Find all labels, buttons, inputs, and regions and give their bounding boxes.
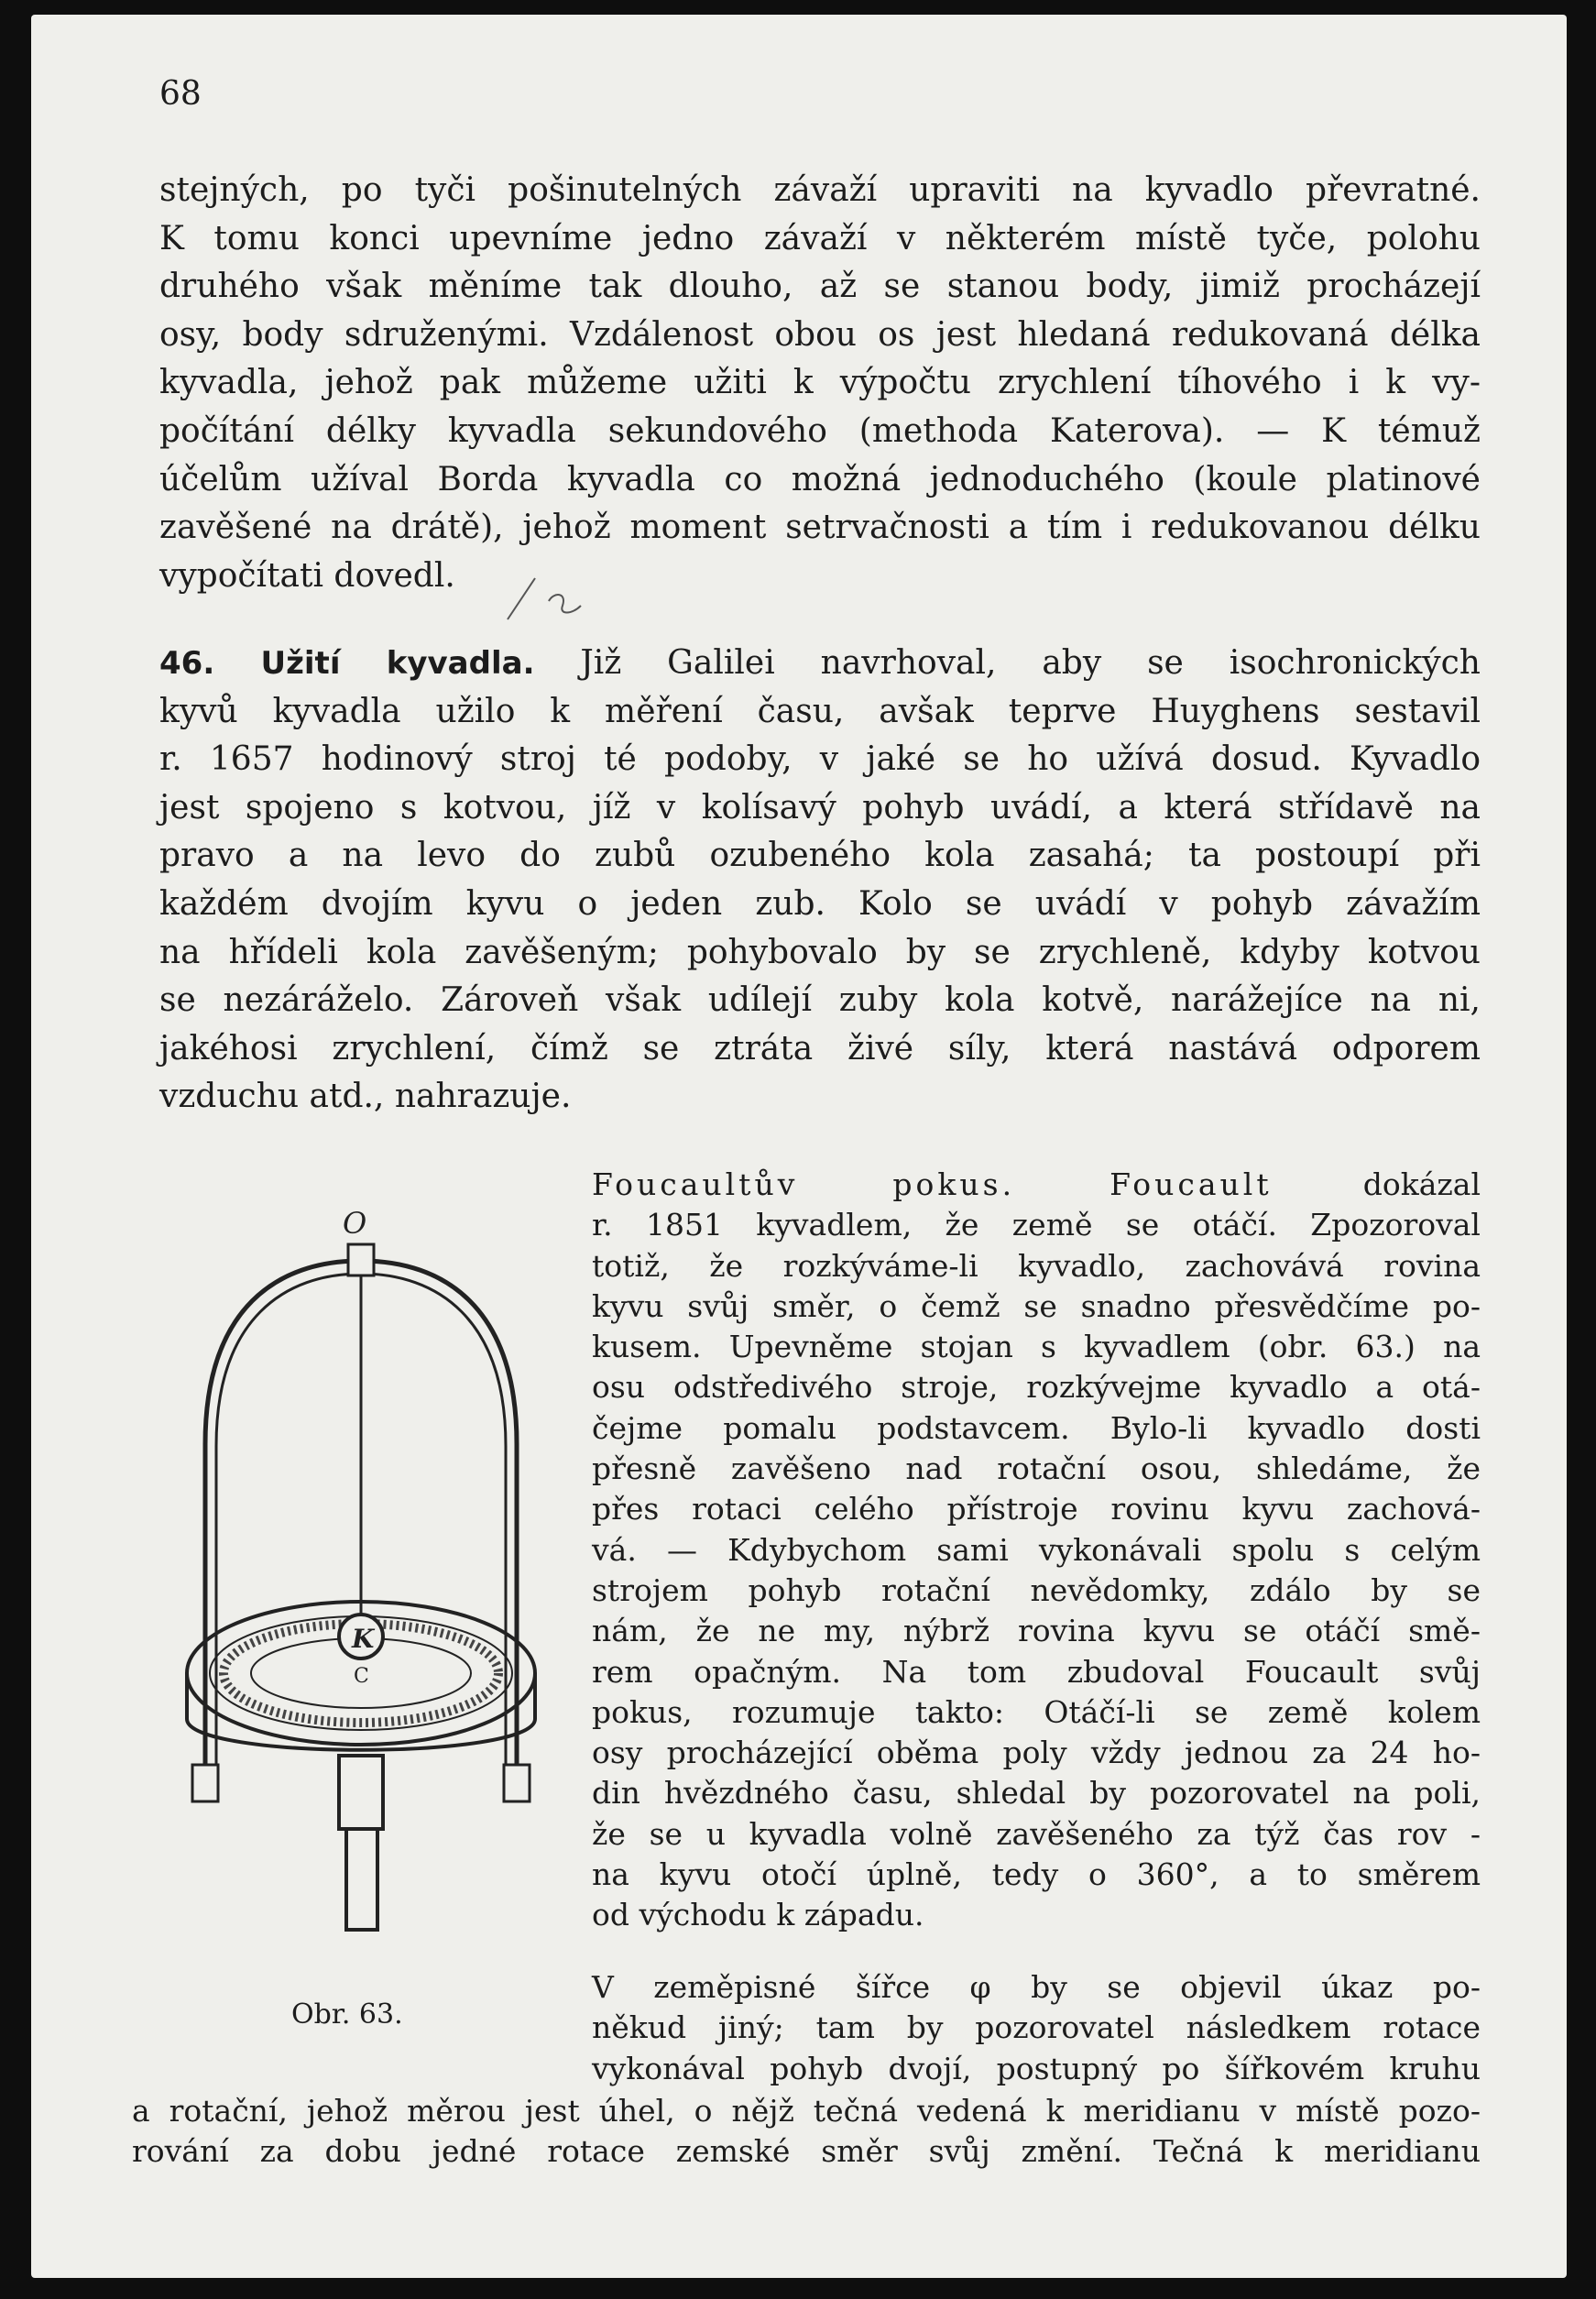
text-line: vzduchu atd., nahrazuje. xyxy=(159,1078,572,1116)
handwritten-mark xyxy=(498,564,608,638)
text-line: r. 1851 kyvadlem, že země se otáčí. Zpozoroval xyxy=(592,1207,1481,1243)
text-line: vypočítati dovedl. xyxy=(159,556,455,595)
text-line: V zeměpisné šířce φ by se objevil úkaz po- xyxy=(592,1969,1481,2005)
section-first-line xyxy=(159,640,1481,688)
text-line: osy, body sdruženými. Vzdálenost obou os jest hledaná redukovaná délka xyxy=(159,315,1481,354)
page-number: 68 xyxy=(159,75,202,113)
text-line: stejných, po tyči pošinutelných závaží upraviti na kyvadlo převratné. xyxy=(159,171,1481,209)
section-46 xyxy=(159,640,1481,1122)
text-line: r. 1657 hodinový stroj té podoby, v jaké se ho užívá dosud. Kyvadlo xyxy=(159,740,1481,779)
text-line: pravo a na levo do zubů ozubeného kola zasahá; ta postoupí při xyxy=(159,837,1481,875)
text-line: Již Galilei navrhoval, aby se isochronických xyxy=(580,644,1481,682)
text-line: druhého však měníme tak dlouho, až se stanou body, jimiž procházejí xyxy=(159,268,1481,306)
foucault-first-line xyxy=(592,1165,1481,1205)
text-line: osy procházející oběma poly vždy jednou za 24 ho- xyxy=(592,1735,1481,1771)
text-line: čejme pomalu podstavcem. Bylo-li kyvadlo dosti xyxy=(592,1409,1481,1446)
text-line: pokus, rozumuje takto: Otáčí-li se země kolem xyxy=(592,1693,1481,1730)
text-line: nám, že ne my, nýbrž rovina kyvu se otáčí smě- xyxy=(592,1613,1481,1649)
text-line: účelům užíval Borda kyvadla co možná jednoduchého (koule platinové xyxy=(159,460,1481,498)
section-title: 46. Užití kyvadla. xyxy=(159,645,535,682)
text-line: kyvů kyvadla užilo k měření času, avšak teprve Huyghens sestavil xyxy=(159,692,1481,730)
text-line: kusem. Upevněme stojan s kyvadlem (obr. 63.) na xyxy=(592,1329,1481,1365)
figure-label-o: O xyxy=(343,1206,367,1241)
bottom-paragraph xyxy=(132,2091,1481,2172)
text-line: každém dvojím kyvu o jeden zub. Kolo se uvádí v pohyb závažím xyxy=(159,884,1481,923)
text-line: od východu k západu. xyxy=(592,1897,924,1933)
text-line: na kyvu otočí úplně, tedy o 360°, a to směrem xyxy=(592,1856,1481,1893)
text-line: jest spojeno s kotvou, jíž v kolísavý pohyb uvádí, a která střídavě na xyxy=(159,788,1481,827)
text-line: din hvězdného času, shledal by pozorovatel na poli, xyxy=(592,1775,1481,1812)
text-line: vá. — Kdybychom sami vykonávali spolu s celým xyxy=(592,1531,1481,1568)
figure-caption: Obr. 63. xyxy=(291,1998,403,2031)
foucault-heading: Foucaultův pokus. Foucault xyxy=(592,1166,1273,1202)
text-line: přes rotaci celého přístroje rovinu kyvu zachová- xyxy=(592,1491,1481,1527)
text-line: dokázal xyxy=(1362,1166,1481,1202)
text-line: že se u kyvadla volně zavěšeného za týž čas rov - xyxy=(592,1815,1481,1852)
latitude-paragraph xyxy=(592,1967,1481,2089)
text-line: a rotační, jehož měrou jest úhel, o nějž tečná vedená k meridianu v místě pozo- xyxy=(132,2093,1481,2129)
text-line: na hřídeli kola zavěšeným; pohybovalo by se zrychleně, kdyby kotvou xyxy=(159,933,1481,971)
text-line: rování za dobu jedné rotace zemské směr svůj změní. Tečná k meridianu xyxy=(132,2133,1481,2169)
book-page xyxy=(31,15,1567,2278)
text-line: osu odstředivého stroje, rozkývejme kyvadlo a otá- xyxy=(592,1369,1481,1406)
text-line: počítání délky kyvadla sekundového (methoda Katerova). — K témuž xyxy=(159,411,1481,450)
text-line: rem opačným. Na tom zbudoval Foucault svůj xyxy=(592,1653,1481,1690)
figure-label-c: C xyxy=(354,1665,369,1688)
foucault-paragraph xyxy=(592,1165,1481,1936)
text-line: se nezáráželo. Zároveň však udílejí zuby kola kotvě, narážejíce na ni, xyxy=(159,981,1481,1020)
text-line: vykonával pohyb dvojí, postupný po šířkovém kruhu xyxy=(592,2050,1481,2086)
pendulum-figure xyxy=(169,1206,553,1985)
text-line: jakéhosi zrychlení, čímž se ztráta živé síly, která nastává odporem xyxy=(159,1029,1481,1067)
text-line: někud jiný; tam by pozorovatel následkem rotace xyxy=(592,2009,1481,2046)
figure-label-k: K xyxy=(352,1624,375,1654)
text-line: strojem pohyb rotační nevědomky, zdálo by se xyxy=(592,1571,1481,1608)
text-line: kyvadla, jehož pak můžeme užiti k výpočtu zrychlení tíhového i k vy- xyxy=(159,364,1481,402)
text-line: totiž, že rozkýváme-li kyvadlo, zachovává rovina xyxy=(592,1247,1481,1284)
text-line: kyvu svůj směr, o čemž se snadno přesvědčíme po- xyxy=(592,1287,1481,1324)
text-line: zavěšené na drátě), jehož moment setrvačnosti a tím i redukovanou délku xyxy=(159,509,1481,547)
text-line: přesně zavěšeno nad rotační osou, shledáme, že xyxy=(592,1451,1481,1487)
paragraph-methoda-katerova xyxy=(159,167,1481,600)
text-line: K tomu konci upevníme jedno závaží v některém místě tyče, polohu xyxy=(159,219,1481,257)
